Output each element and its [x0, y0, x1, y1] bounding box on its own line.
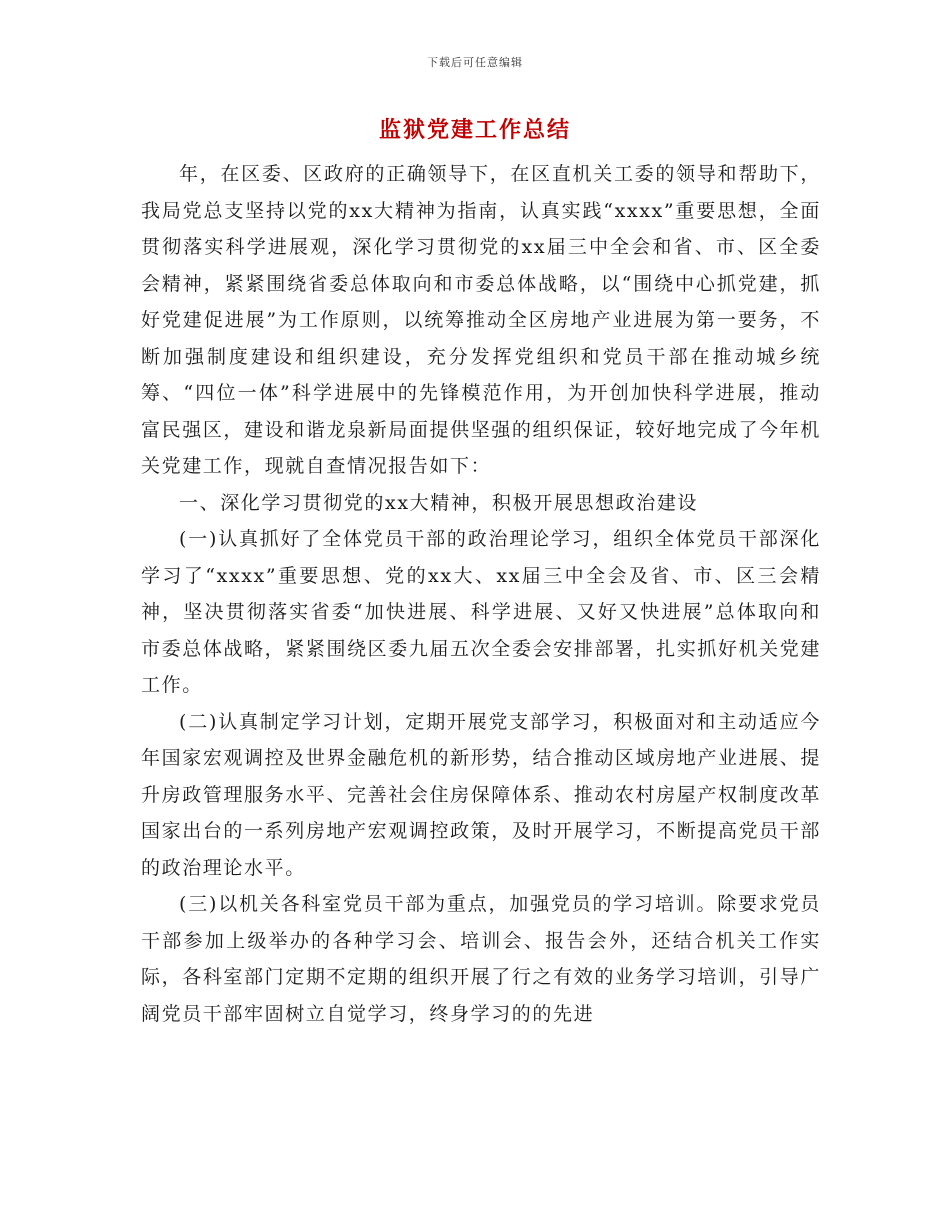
paragraph-item-3: (三)以机关各科室党员干部为重点，加强党员的学习培训。除要求党员干部参加上级举办的各种学习会、培训会、报告会外，还结合机关工作实际，各科室部门定期不定期的组织开展了行之有效的业务学习培训，引导广阔党员干部牢固树立自觉学习，终身学习的的先进: [141, 893, 821, 1025]
document-body: [141, 156, 821, 1032]
paragraph-item-1: (一)认真抓好了全体党员干部的政治理论学习，组织全体党员干部深化学习了“xxxx”重要思想、党的xx大、xx届三中全会及省、市、区三会精神，坚决贯彻落实省委“加快进展、科学进展、又好又快进展”总体取向和市委总体战略，紧紧围绕区委九届五次全委会安排部署，扎实抓好机关党建工作。: [141, 528, 821, 696]
header-note: 下载后可任意编辑: [427, 56, 523, 69]
section-heading-1: 一、深化学习贯彻党的xx大精神，积极开展思想政治建设: [179, 491, 699, 514]
paragraph-item-2: (二)认真制定学习计划，定期开展党支部学习，积极面对和主动适应今年国家宏观调控及世界金融危机的新形势，结合推动区域房地产业进展、提升房政管理服务水平、完善社会住房保障体系、推动农村房屋产权制度改革国家出台的一系列房地产宏观调控政策，及时开展学习，不断提高党员干部的政治理论水平。: [141, 710, 821, 879]
paragraph-intro: 年，在区委、区政府的正确领导下，在区直机关工委的领导和帮助下，我局党总支坚持以党的xx大精神为指南，认真实践“xxxx”重要思想，全面贯彻落实科学进展观，深化学习贯彻党的xx届三中全会和省、市、区全委会精神，紧紧围绕省委总体取向和市委总体战略，以“围绕中心抓党建，抓好党建促进展”为工作原则，以统筹推动全区房地产业进展为第一要务，不断加强制度建设和组织建设，充分发挥党组织和党员干部在推动城乡统筹、“四位一体”科学进展中的先锋模范作用，为开创加快科学进展，推动富民强区，建设和谐龙泉新局面提供坚强的组织保证，较好地完成了今年机关党建工作，现就自查情况报告如下：: [141, 163, 821, 477]
document-title: 监狱党建工作总结: [378, 117, 571, 143]
